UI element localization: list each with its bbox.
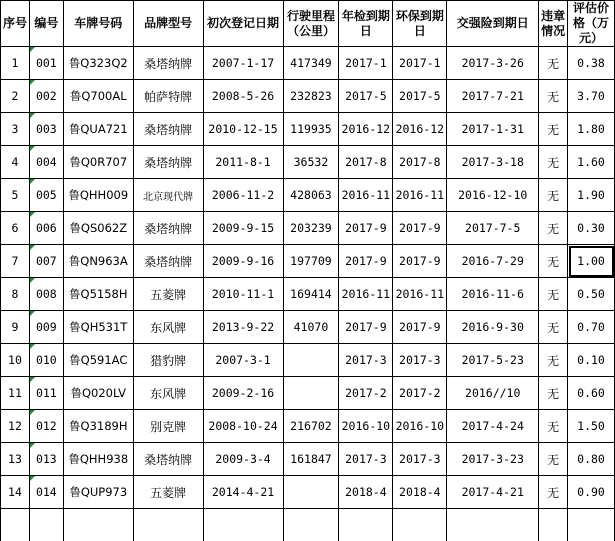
header-plate[interactable]: 车牌号码 xyxy=(63,1,133,47)
cell-mileage[interactable]: 119935 xyxy=(283,113,339,146)
cell-inspection[interactable]: 2017-3 xyxy=(339,344,393,377)
cell-violation[interactable]: 无 xyxy=(539,410,568,443)
cell-environment[interactable]: 2017-1 xyxy=(393,47,447,80)
cell-code[interactable]: 009 xyxy=(29,311,63,344)
cell-seq[interactable]: 6 xyxy=(1,212,30,245)
cell-price[interactable]: 3.70 xyxy=(568,80,615,113)
cell-code[interactable]: 001 xyxy=(29,47,63,80)
cell-price[interactable]: 1.80 xyxy=(568,113,615,146)
cell-mileage[interactable]: 417349 xyxy=(283,47,339,80)
cell-first-reg[interactable]: 2008-10-24 xyxy=(203,410,283,443)
cell-price[interactable]: 0.70 xyxy=(568,311,615,344)
cell-price[interactable]: 0.38 xyxy=(568,47,615,80)
cell-empty[interactable] xyxy=(283,509,339,541)
cell-plate[interactable]: 鲁QHH009 xyxy=(63,179,133,212)
table-row xyxy=(1,311,615,344)
cell-price[interactable]: 1.60 xyxy=(568,146,615,179)
cell-code[interactable]: 011 xyxy=(29,377,63,410)
cell-brand[interactable]: 五菱牌 xyxy=(133,278,203,311)
cell-empty[interactable] xyxy=(393,509,447,541)
cell-inspection[interactable]: 2018-4 xyxy=(339,476,393,509)
cell-code[interactable]: 004 xyxy=(29,146,63,179)
cell-plate[interactable]: 鲁Q591AC xyxy=(63,344,133,377)
header-first-reg[interactable]: 初次登记日期 xyxy=(203,1,283,47)
cell-empty[interactable] xyxy=(29,509,63,541)
cell-brand[interactable]: 别克牌 xyxy=(133,410,203,443)
cell-environment[interactable]: 2016-11 xyxy=(393,278,447,311)
cell-first-reg[interactable]: 2009-2-16 xyxy=(203,377,283,410)
cell-first-reg[interactable]: 2009-9-15 xyxy=(203,212,283,245)
cell-mileage[interactable]: 169414 xyxy=(283,278,339,311)
cell-empty[interactable] xyxy=(447,509,539,541)
cell-empty[interactable] xyxy=(339,509,393,541)
cell-code[interactable]: 003 xyxy=(29,113,63,146)
cell-seq[interactable]: 12 xyxy=(1,410,30,443)
cell-inspection[interactable]: 2016-10 xyxy=(339,410,393,443)
cell-brand[interactable]: 北京现代牌 xyxy=(133,179,203,212)
cell-code[interactable]: 005 xyxy=(29,179,63,212)
cell-first-reg[interactable]: 2007-3-1 xyxy=(203,344,283,377)
cell-environment[interactable]: 2016-11 xyxy=(393,179,447,212)
table-row xyxy=(1,47,615,80)
cell-violation[interactable]: 无 xyxy=(539,146,568,179)
table-row xyxy=(1,377,615,410)
cell-seq[interactable]: 14 xyxy=(1,476,30,509)
cell-plate[interactable]: 鲁QHH938 xyxy=(63,443,133,476)
partial-row xyxy=(1,509,615,541)
cell-environment[interactable]: 2017-3 xyxy=(393,443,447,476)
cell-empty[interactable] xyxy=(539,509,568,541)
cell-violation[interactable]: 无 xyxy=(539,476,568,509)
cell-empty[interactable] xyxy=(568,509,615,541)
cell-violation[interactable]: 无 xyxy=(539,80,568,113)
cell-brand[interactable]: 桑塔纳牌 xyxy=(133,245,203,278)
cell-seq[interactable]: 7 xyxy=(1,245,30,278)
cell-violation[interactable]: 无 xyxy=(539,47,568,80)
cell-code[interactable]: 014 xyxy=(29,476,63,509)
cell-brand[interactable]: 桑塔纳牌 xyxy=(133,443,203,476)
cell-insurance[interactable]: 2016-7-29 xyxy=(447,245,539,278)
cell-violation[interactable]: 无 xyxy=(539,245,568,278)
cell-plate[interactable]: 鲁Q323Q2 xyxy=(63,47,133,80)
header-seq[interactable]: 序号 xyxy=(1,1,30,47)
cell-plate[interactable]: 鲁Q5158H xyxy=(63,278,133,311)
cell-insurance[interactable]: 2017-3-23 xyxy=(447,443,539,476)
cell-inspection[interactable]: 2017-8 xyxy=(339,146,393,179)
cell-seq[interactable]: 2 xyxy=(1,80,30,113)
cell-plate[interactable]: 鲁QN963A xyxy=(63,245,133,278)
cell-first-reg[interactable]: 2013-9-22 xyxy=(203,311,283,344)
cell-first-reg[interactable]: 2011-8-1 xyxy=(203,146,283,179)
cell-insurance[interactable]: 2016-11-6 xyxy=(447,278,539,311)
cell-seq[interactable]: 4 xyxy=(1,146,30,179)
cell-inspection[interactable]: 2017-2 xyxy=(339,377,393,410)
cell-plate[interactable]: 鲁QH531T xyxy=(63,311,133,344)
table-row xyxy=(1,113,615,146)
cell-first-reg[interactable]: 2008-5-26 xyxy=(203,80,283,113)
cell-code[interactable]: 008 xyxy=(29,278,63,311)
cell-plate[interactable]: 鲁QUP973 xyxy=(63,476,133,509)
cell-mileage[interactable]: 232823 xyxy=(283,80,339,113)
cell-brand[interactable]: 桑塔纳牌 xyxy=(133,212,203,245)
cell-plate[interactable]: 鲁Q0R707 xyxy=(63,146,133,179)
table-row xyxy=(1,278,615,311)
cell-mileage[interactable]: 203239 xyxy=(283,212,339,245)
cell-insurance[interactable]: 2017-7-5 xyxy=(447,212,539,245)
cell-inspection[interactable]: 2017-9 xyxy=(339,311,393,344)
cell-brand[interactable]: 猎豹牌 xyxy=(133,344,203,377)
header-row xyxy=(1,1,615,47)
cell-brand[interactable]: 东风牌 xyxy=(133,377,203,410)
cell-plate[interactable]: 鲁Q020LV xyxy=(63,377,133,410)
cell-code[interactable]: 006 xyxy=(29,212,63,245)
table-row xyxy=(1,476,615,509)
cell-mileage[interactable] xyxy=(283,476,339,509)
table-row xyxy=(1,146,615,179)
cell-mileage[interactable]: 41070 xyxy=(283,311,339,344)
cell-seq[interactable]: 9 xyxy=(1,311,30,344)
cell-inspection[interactable]: 2016-12 xyxy=(339,113,393,146)
cell-insurance[interactable]: 2016-9-30 xyxy=(447,311,539,344)
cell-mileage[interactable]: 161847 xyxy=(283,443,339,476)
cell-first-reg[interactable]: 2009-9-16 xyxy=(203,245,283,278)
table-row xyxy=(1,212,615,245)
table-row xyxy=(1,179,615,212)
cell-environment[interactable]: 2016-10 xyxy=(393,410,447,443)
header-insurance[interactable]: 交强险到期日 xyxy=(447,1,539,47)
cell-inspection[interactable]: 2016-11 xyxy=(339,278,393,311)
cell-first-reg[interactable]: 2006-11-2 xyxy=(203,179,283,212)
cell-brand[interactable]: 五菱牌 xyxy=(133,476,203,509)
cell-code[interactable]: 012 xyxy=(29,410,63,443)
cell-seq[interactable]: 11 xyxy=(1,377,30,410)
cell-code[interactable]: 013 xyxy=(29,443,63,476)
cell-inspection[interactable]: 2017-1 xyxy=(339,47,393,80)
cell-insurance[interactable]: 2017-1-31 xyxy=(447,113,539,146)
cell-environment[interactable]: 2018-4 xyxy=(393,476,447,509)
table-row xyxy=(1,80,615,113)
cell-plate[interactable]: 鲁QS062Z xyxy=(63,212,133,245)
cell-seq[interactable]: 3 xyxy=(1,113,30,146)
cell-price[interactable]: 0.30 xyxy=(568,212,615,245)
cell-mileage[interactable]: 197709 xyxy=(283,245,339,278)
cell-insurance[interactable]: 2017-3-26 xyxy=(447,47,539,80)
cell-violation[interactable]: 无 xyxy=(539,179,568,212)
cell-mileage[interactable]: 36532 xyxy=(283,146,339,179)
table-row xyxy=(1,245,615,278)
cell-environment[interactable]: 2017-5 xyxy=(393,80,447,113)
cell-insurance[interactable]: 2017-3-18 xyxy=(447,146,539,179)
cell-price[interactable]: 1.90 xyxy=(568,179,615,212)
header-environment[interactable]: 环保到期日 xyxy=(393,1,447,47)
cell-first-reg[interactable]: 2010-11-1 xyxy=(203,278,283,311)
cell-price[interactable]: 0.60 xyxy=(568,377,615,410)
header-price[interactable]: 评估价格（万元） xyxy=(568,1,615,47)
cell-insurance[interactable]: 2017-5-23 xyxy=(447,344,539,377)
cell-first-reg[interactable]: 2010-12-15 xyxy=(203,113,283,146)
cell-inspection[interactable]: 2016-11 xyxy=(339,179,393,212)
cell-plate[interactable]: 鲁Q700AL xyxy=(63,80,133,113)
cell-price[interactable]: 0.90 xyxy=(568,476,615,509)
cell-plate[interactable]: 鲁Q3189H xyxy=(63,410,133,443)
cell-environment[interactable]: 2017-3 xyxy=(393,344,447,377)
cell-price[interactable]: 0.10 xyxy=(568,344,615,377)
cell-environment[interactable]: 2017-2 xyxy=(393,377,447,410)
cell-seq[interactable]: 5 xyxy=(1,179,30,212)
cell-insurance[interactable]: 2017-7-21 xyxy=(447,80,539,113)
table-row xyxy=(1,344,615,377)
cell-brand[interactable]: 帕萨特牌 xyxy=(133,80,203,113)
header-mileage[interactable]: 行驶里程（公里） xyxy=(283,1,339,47)
header-code[interactable]: 编号 xyxy=(29,1,63,47)
cell-empty[interactable] xyxy=(133,509,203,541)
cell-code[interactable]: 002 xyxy=(29,80,63,113)
cell-price[interactable]: 1.50 xyxy=(568,410,615,443)
cell-violation[interactable]: 无 xyxy=(539,443,568,476)
cell-inspection[interactable]: 2017-5 xyxy=(339,80,393,113)
cell-mileage[interactable]: 216702 xyxy=(283,410,339,443)
cell-seq[interactable]: 13 xyxy=(1,443,30,476)
cell-violation[interactable]: 无 xyxy=(539,344,568,377)
cell-price[interactable]: 1.00 xyxy=(568,245,615,278)
cell-violation[interactable]: 无 xyxy=(539,278,568,311)
cell-violation[interactable]: 无 xyxy=(539,113,568,146)
cell-code[interactable]: 010 xyxy=(29,344,63,377)
header-inspection[interactable]: 年检到期日 xyxy=(339,1,393,47)
cell-violation[interactable]: 无 xyxy=(539,311,568,344)
cell-brand[interactable]: 桑塔纳牌 xyxy=(133,47,203,80)
header-brand[interactable]: 品牌型号 xyxy=(133,1,203,47)
table-row xyxy=(1,443,615,476)
cell-mileage[interactable]: 428063 xyxy=(283,179,339,212)
cell-brand[interactable]: 桑塔纳牌 xyxy=(133,113,203,146)
cell-inspection[interactable]: 2017-9 xyxy=(339,245,393,278)
cell-environment[interactable]: 2017-9 xyxy=(393,212,447,245)
cell-brand[interactable]: 桑塔纳牌 xyxy=(133,146,203,179)
cell-environment[interactable]: 2017-8 xyxy=(393,146,447,179)
cell-insurance[interactable]: 2017-4-24 xyxy=(447,410,539,443)
cell-insurance[interactable]: 2016-12-10 xyxy=(447,179,539,212)
cell-violation[interactable]: 无 xyxy=(539,212,568,245)
cell-empty[interactable] xyxy=(63,509,133,541)
cell-code[interactable]: 007 xyxy=(29,245,63,278)
cell-inspection[interactable]: 2017-9 xyxy=(339,212,393,245)
cell-empty[interactable] xyxy=(1,509,30,541)
cell-first-reg[interactable]: 2009-3-4 xyxy=(203,443,283,476)
cell-environment[interactable]: 2017-9 xyxy=(393,245,447,278)
cell-insurance[interactable]: 2017-4-21 xyxy=(447,476,539,509)
cell-first-reg[interactable]: 2014-4-21 xyxy=(203,476,283,509)
table-row xyxy=(1,410,615,443)
header-violation[interactable]: 违章情况 xyxy=(539,1,568,47)
cell-plate[interactable]: 鲁QUA721 xyxy=(63,113,133,146)
cell-environment[interactable]: 2016-12 xyxy=(393,113,447,146)
cell-seq[interactable]: 8 xyxy=(1,278,30,311)
cell-environment[interactable]: 2017-9 xyxy=(393,311,447,344)
cell-empty[interactable] xyxy=(203,509,283,541)
cell-first-reg[interactable]: 2007-1-17 xyxy=(203,47,283,80)
cell-seq[interactable]: 10 xyxy=(1,344,30,377)
cell-inspection[interactable]: 2017-3 xyxy=(339,443,393,476)
cell-violation[interactable]: 无 xyxy=(539,377,568,410)
cell-price[interactable]: 0.80 xyxy=(568,443,615,476)
cell-price[interactable]: 0.50 xyxy=(568,278,615,311)
cell-brand[interactable]: 东风牌 xyxy=(133,311,203,344)
cell-mileage[interactable] xyxy=(283,344,339,377)
cell-mileage[interactable] xyxy=(283,377,339,410)
cell-insurance[interactable]: 2016//10 xyxy=(447,377,539,410)
cell-seq[interactable]: 1 xyxy=(1,47,30,80)
